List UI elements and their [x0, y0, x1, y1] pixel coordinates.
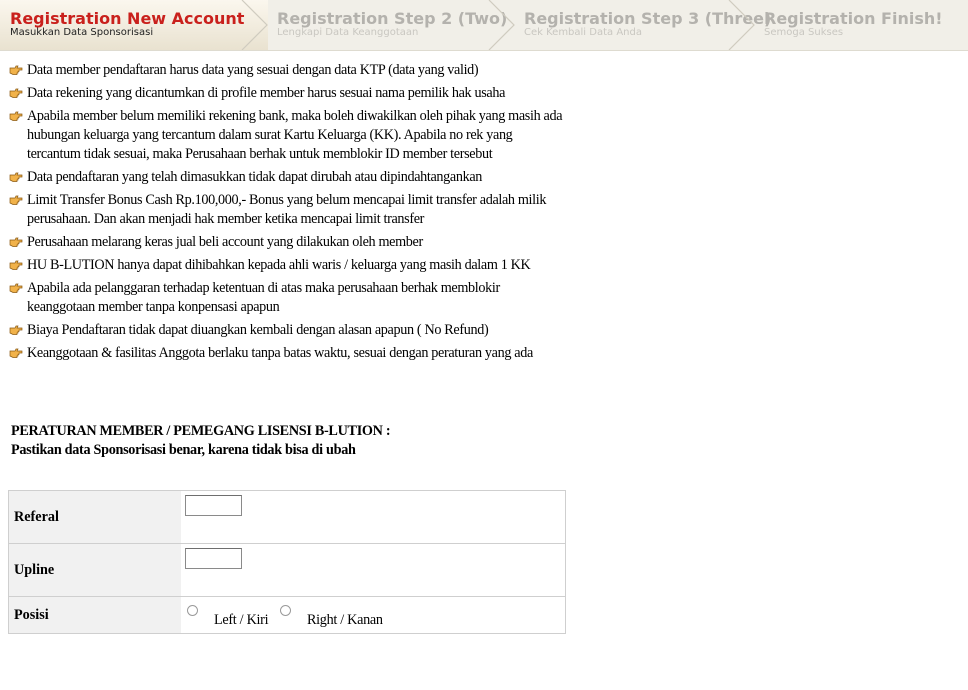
rules-heading: PERATURAN MEMBER / PEMEGANG LISENSI B-LUTION : [11, 423, 391, 439]
rule-item [9, 233, 565, 252]
rules-list [9, 61, 565, 367]
right-option[interactable] [280, 605, 383, 629]
pointing-hand-icon [9, 171, 23, 183]
left-radio-label[interactable]: Left / Kiri [214, 612, 269, 628]
pointing-hand-icon [9, 87, 23, 99]
chevron-right-icon [240, 0, 270, 50]
rule-text: Apabila ada pelanggaran terhadap ketentuan di atas maka perusahaan berhak memblokir keanggotaan member tanpa konpensasi apapun [27, 280, 500, 315]
pointing-hand-icon [9, 194, 23, 206]
step-1-title: Registration New Account [10, 9, 245, 28]
step-3-subtitle: Cek Kembali Data Anda [524, 27, 642, 38]
referal-label: Referal [9, 491, 181, 543]
registration-step-bar [0, 0, 968, 51]
pointing-hand-icon [9, 282, 23, 294]
left-radio[interactable] [187, 605, 198, 616]
posisi-label: Posisi [9, 597, 181, 633]
step-1-subtitle: Masukkan Data Sponsorisasi [10, 27, 154, 38]
rule-item [9, 168, 565, 187]
sponsor-form [8, 490, 566, 634]
rule-text: Perusahaan melarang keras jual beli account yang dilakukan oleh member [27, 234, 423, 250]
rule-item [9, 344, 565, 363]
posisi-row [9, 597, 565, 633]
step-4-title: Registration Finish! [764, 9, 943, 28]
rule-text: Limit Transfer Bonus Cash Rp.100,000,- Bonus yang belum mencapai limit transfer adalah milik perusahaan. Dan akan menjadi hak member ketika mencapai limit transfer [27, 192, 547, 227]
sponsor-warning: Pastikan data Sponsorisasi benar, karena tidak bisa di ubah [11, 442, 356, 458]
rule-text: HU B-LUTION hanya dapat dihibahkan kepada ahli waris / keluarga yang masih dalam 1 KK [27, 257, 531, 273]
rule-text: Keanggotaan & fasilitas Anggota berlaku tanpa batas waktu, sesuai dengan peraturan yang ada [27, 345, 533, 361]
step-2-title: Registration Step 2 (Two) [277, 9, 508, 28]
left-option[interactable] [187, 605, 268, 629]
rule-text: Data pendaftaran yang telah dimasukkan tidak dapat dirubah atau dipindahtangankan [27, 169, 483, 185]
step-3-title: Registration Step 3 (Three) [524, 9, 772, 28]
rule-item [9, 256, 565, 275]
pointing-hand-icon [9, 347, 23, 359]
right-radio[interactable] [280, 605, 291, 616]
rule-text: Data member pendaftaran harus data yang sesuai dengan data KTP (data yang valid) [27, 62, 479, 78]
rule-text: Apabila member belum memiliki rekening bank, maka boleh diwakilkan oleh pihak yang masih ada hubungan keluarga yang tercantum dalam surat Kartu Keluarga (KK). Apabila no rek yang tercantum tidak sesuai, maka Perusahaan berhak untuk memblokir ID member tersebut [27, 108, 563, 162]
rule-item [9, 279, 565, 317]
rule-item [9, 107, 565, 164]
referal-input[interactable] [185, 495, 242, 516]
pointing-hand-icon [9, 64, 23, 76]
pointing-hand-icon [9, 259, 23, 271]
pointing-hand-icon [9, 324, 23, 336]
right-radio-label[interactable]: Right / Kanan [307, 612, 383, 628]
upline-label: Upline [9, 544, 181, 596]
rule-text: Data rekening yang dicantumkan di profile member harus sesuai nama pemilik hak usaha [27, 85, 506, 101]
step-4-subtitle: Semoga Sukses [764, 27, 844, 38]
step-2-subtitle: Lengkapi Data Keanggotaan [277, 27, 419, 38]
pointing-hand-icon [9, 110, 23, 122]
rule-text: Biaya Pendaftaran tidak dapat diuangkan kembali dengan alasan apapun ( No Refund) [27, 322, 489, 338]
chevron-right-icon [487, 0, 517, 50]
rule-item [9, 61, 565, 80]
referal-row [9, 491, 565, 544]
rule-item [9, 191, 565, 229]
upline-row [9, 544, 565, 597]
pointing-hand-icon [9, 236, 23, 248]
upline-input[interactable] [185, 548, 242, 569]
chevron-right-icon [727, 0, 757, 50]
rule-item [9, 321, 565, 340]
rule-item [9, 84, 565, 103]
